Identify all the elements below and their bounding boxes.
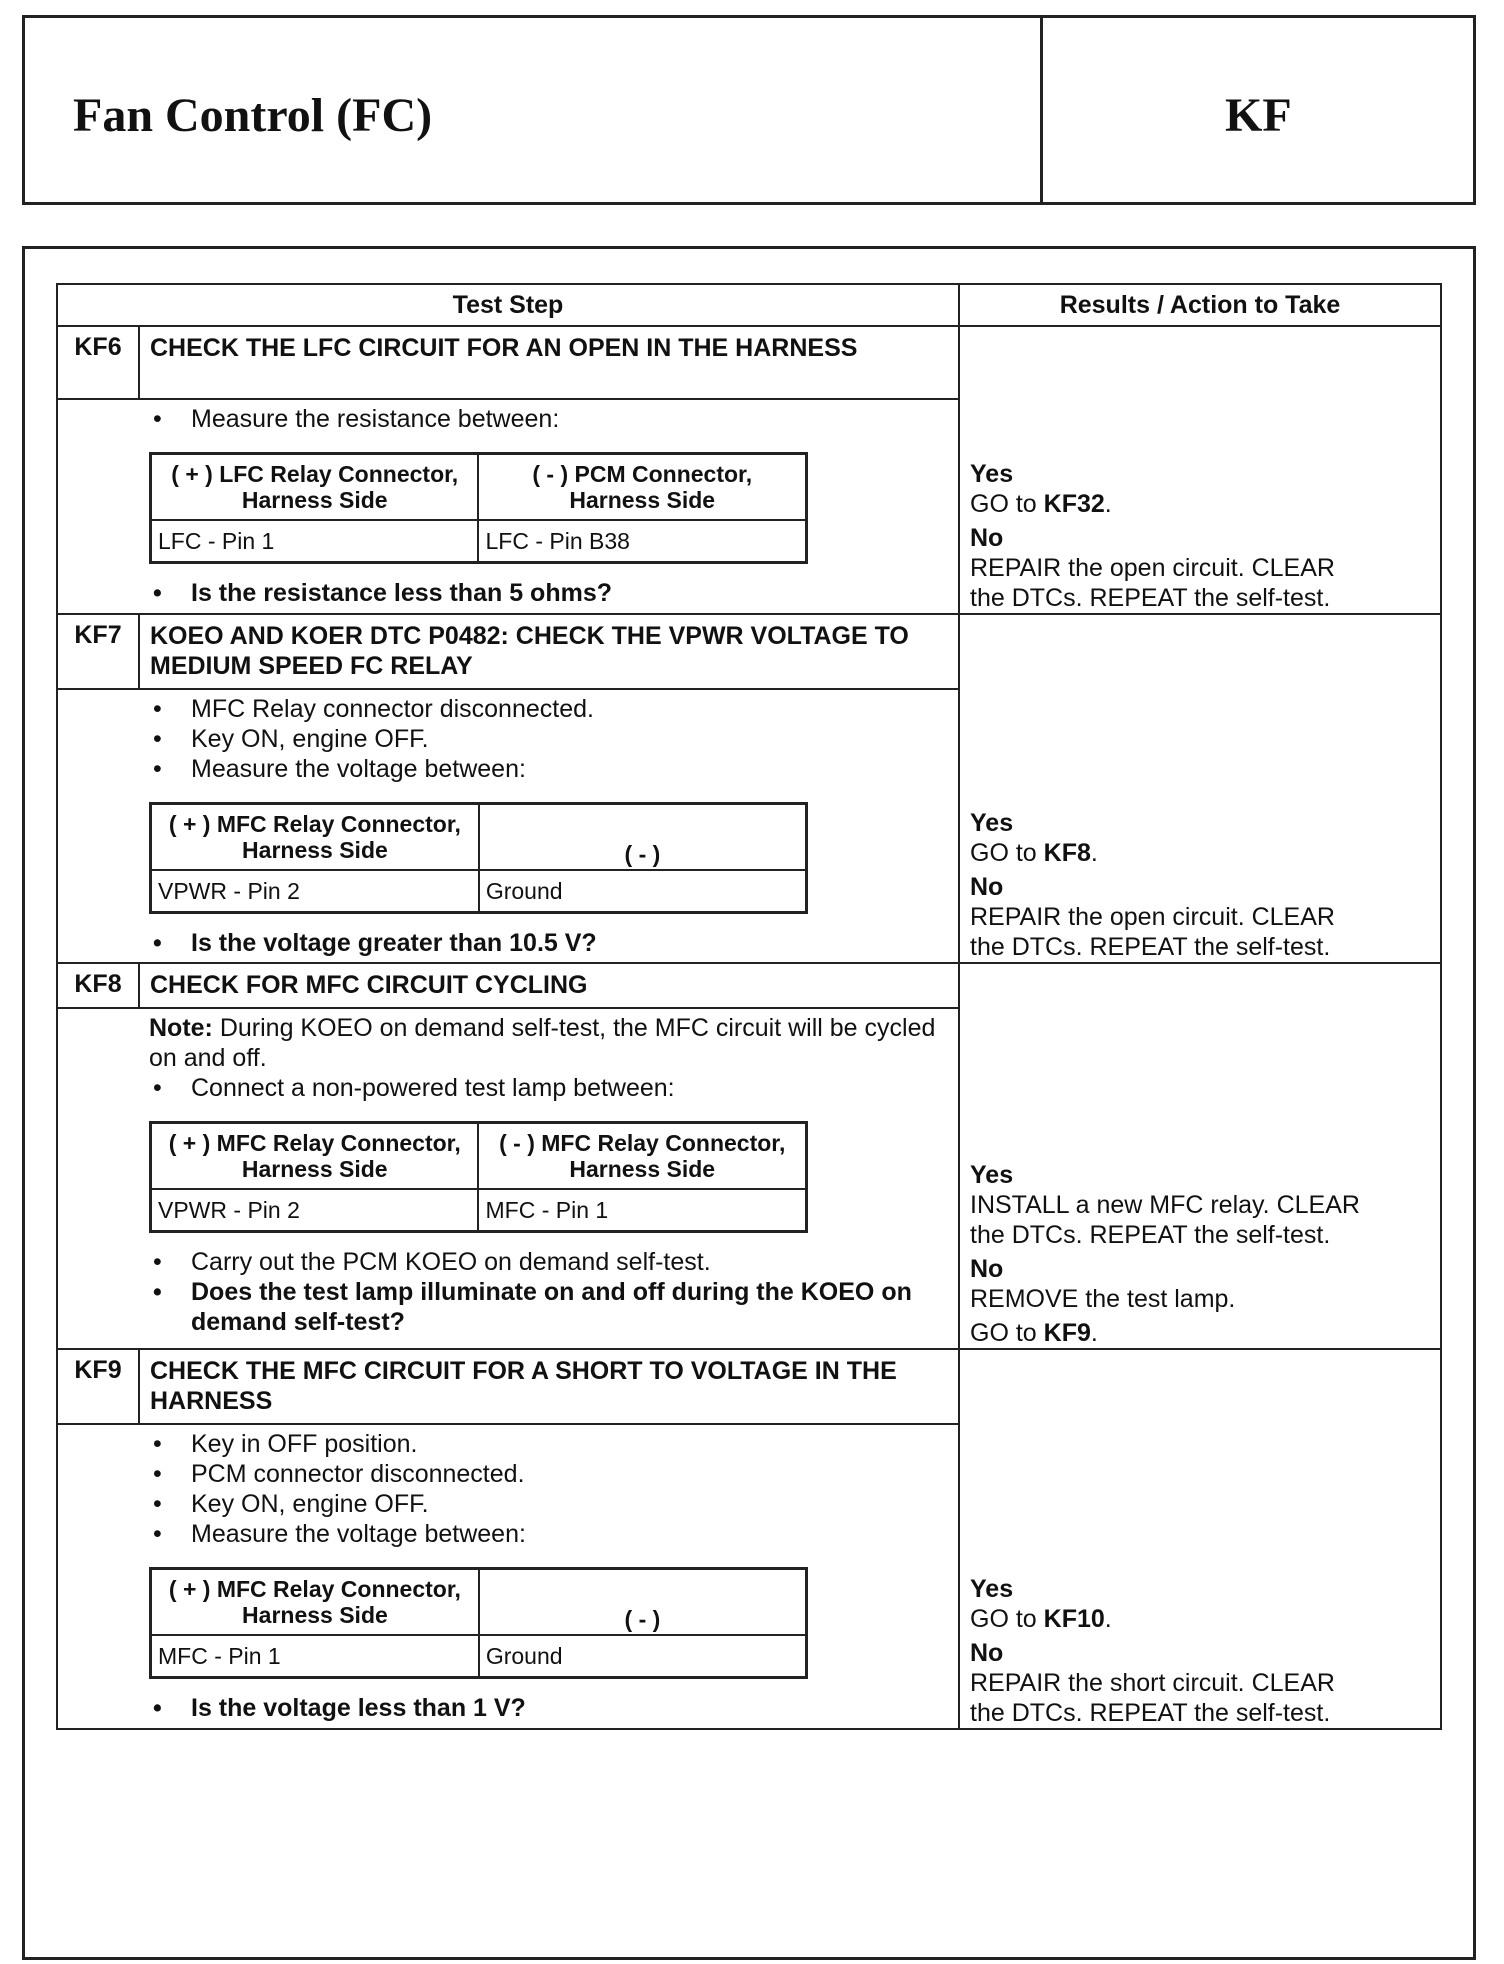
step-title: KOEO AND KOER DTC P0482: CHECK THE VPWR VOLTAGE TO MEDIUM SPEED FC RELAY — [139, 614, 959, 689]
negative-lead-value: Ground — [479, 870, 807, 913]
bullet-item: • Measure the voltage between: — [149, 1519, 948, 1549]
no-action: REPAIR the open circuit. CLEAR — [970, 903, 1335, 931]
action-text: . — [1104, 1605, 1112, 1633]
question: • Is the voltage less than 1 V? — [149, 1693, 948, 1723]
bullet-item: • PCM connector disconnected. — [149, 1459, 948, 1489]
header-divider — [1040, 18, 1043, 202]
negative-lead-header: ( - ) PCM Connector, Harness Side — [478, 454, 806, 521]
bullet-item: • Carry out the PCM KOEO on demand self-test. — [149, 1247, 948, 1277]
no-action: the DTCs. REPEAT the self-test. — [970, 933, 1331, 961]
bullet-item: • Key ON, engine OFF. — [149, 1489, 948, 1519]
action-text: GO to — [970, 839, 1044, 867]
question: • Is the voltage greater than 10.5 V? — [149, 928, 948, 958]
column-header-results: Results / Action to Take — [959, 284, 1441, 326]
yes-action — [970, 838, 1430, 868]
negative-lead-header: ( - ) MFC Relay Connector, Harness Side — [478, 1123, 806, 1190]
step-title: CHECK THE MFC CIRCUIT FOR A SHORT TO VOLTAGE IN THE HARNESS — [139, 1349, 959, 1424]
negative-lead-header: ( - ) — [479, 1569, 807, 1636]
question: • Is the resistance less than 5 ohms? — [149, 578, 948, 608]
page-title: Fan Control (FC) — [73, 89, 433, 142]
step-results — [959, 326, 1441, 614]
measurement-table — [149, 1121, 808, 1233]
goto-link[interactable]: KF10 — [1043, 1605, 1105, 1633]
bullet-item: • Measure the voltage between: — [149, 754, 948, 784]
note — [149, 1013, 948, 1073]
yes-label: Yes — [970, 460, 1014, 488]
yes-action: INSTALL a new MFC relay. CLEAR — [970, 1191, 1360, 1219]
no-action: REMOVE the test lamp. — [970, 1285, 1236, 1313]
negative-lead-value: LFC - Pin B38 — [478, 520, 806, 563]
action-text: . — [1090, 839, 1098, 867]
bullet-item: • Key ON, engine OFF. — [149, 724, 948, 754]
step-results — [959, 614, 1441, 963]
no-label: No — [970, 524, 1004, 552]
yes-label: Yes — [970, 1575, 1014, 1603]
no-action: the DTCs. REPEAT the self-test. — [970, 584, 1331, 612]
yes-label: Yes — [970, 809, 1014, 837]
positive-lead-header: ( + ) LFC Relay Connector, Harness Side — [151, 454, 479, 521]
test-step-table — [56, 283, 1442, 1730]
no-label: No — [970, 1639, 1004, 1667]
no-action: REPAIR the short circuit. CLEAR — [970, 1669, 1335, 1697]
bullet-item: • Connect a non-powered test lamp between: — [149, 1073, 948, 1103]
positive-lead-value: MFC - Pin 1 — [151, 1635, 479, 1678]
positive-lead-value: VPWR - Pin 2 — [151, 1189, 479, 1232]
no-label: No — [970, 873, 1004, 901]
action-text: . — [1104, 490, 1112, 518]
step-id: KF6 — [57, 326, 139, 399]
yes-action — [970, 1604, 1430, 1634]
step-kf8-title-row — [57, 963, 1441, 1008]
positive-lead-value: VPWR - Pin 2 — [151, 870, 479, 913]
step-kf7-title-row — [57, 614, 1441, 689]
step-body — [57, 399, 959, 614]
goto-link[interactable]: KF9 — [1043, 1319, 1091, 1347]
step-title: CHECK THE LFC CIRCUIT FOR AN OPEN IN THE HARNESS — [139, 326, 959, 399]
page-header — [22, 15, 1476, 205]
step-id: KF9 — [57, 1349, 139, 1424]
no-goto — [970, 1318, 1430, 1348]
yes-action: the DTCs. REPEAT the self-test. — [970, 1221, 1331, 1249]
positive-lead-value: LFC - Pin 1 — [151, 520, 479, 563]
action-text: GO to — [970, 490, 1044, 518]
no-action: REPAIR the open circuit. CLEAR — [970, 554, 1335, 582]
positive-lead-header: ( + ) MFC Relay Connector, Harness Side — [151, 1123, 479, 1190]
action-text: GO to — [970, 1605, 1044, 1633]
measurement-table — [149, 452, 808, 564]
step-body — [57, 1424, 959, 1729]
no-action: the DTCs. REPEAT the self-test. — [970, 1699, 1331, 1727]
goto-link[interactable]: KF8 — [1043, 839, 1091, 867]
positive-lead-header: ( + ) MFC Relay Connector, Harness Side — [151, 804, 479, 871]
step-results — [959, 963, 1441, 1349]
bullet-item: • MFC Relay connector disconnected. — [149, 694, 948, 724]
yes-action — [970, 489, 1430, 519]
yes-label: Yes — [970, 1161, 1014, 1189]
bullet-item: • Measure the resistance between: — [149, 404, 948, 434]
column-header-test-step: Test Step — [57, 284, 959, 326]
negative-lead-value: MFC - Pin 1 — [478, 1189, 806, 1232]
question: • Does the test lamp illuminate on and off during the KOEO on demand self-test? — [149, 1277, 948, 1337]
step-id: KF7 — [57, 614, 139, 689]
step-results — [959, 1349, 1441, 1729]
negative-lead-value: Ground — [479, 1635, 807, 1678]
goto-link[interactable]: KF32 — [1043, 490, 1105, 518]
note-text: During KOEO on demand self-test, the MFC circuit will be cycled on and off. — [149, 1014, 936, 1072]
measurement-table — [149, 802, 808, 914]
action-text: . — [1090, 1319, 1098, 1347]
negative-lead-header: ( - ) — [479, 804, 807, 871]
step-kf6-title-row — [57, 326, 1441, 399]
table-header-row — [57, 284, 1441, 326]
action-text: GO to — [970, 1319, 1044, 1347]
note-label: Note: — [149, 1014, 213, 1042]
measurement-table — [149, 1567, 808, 1679]
section-code: KF — [1225, 89, 1292, 142]
step-id: KF8 — [57, 963, 139, 1008]
step-kf9-title-row — [57, 1349, 1441, 1424]
step-title: CHECK FOR MFC CIRCUIT CYCLING — [139, 963, 959, 1008]
no-label: No — [970, 1255, 1004, 1283]
step-body — [57, 1008, 959, 1349]
positive-lead-header: ( + ) MFC Relay Connector, Harness Side — [151, 1569, 479, 1636]
step-body — [57, 689, 959, 963]
bullet-item: • Key in OFF position. — [149, 1429, 948, 1459]
